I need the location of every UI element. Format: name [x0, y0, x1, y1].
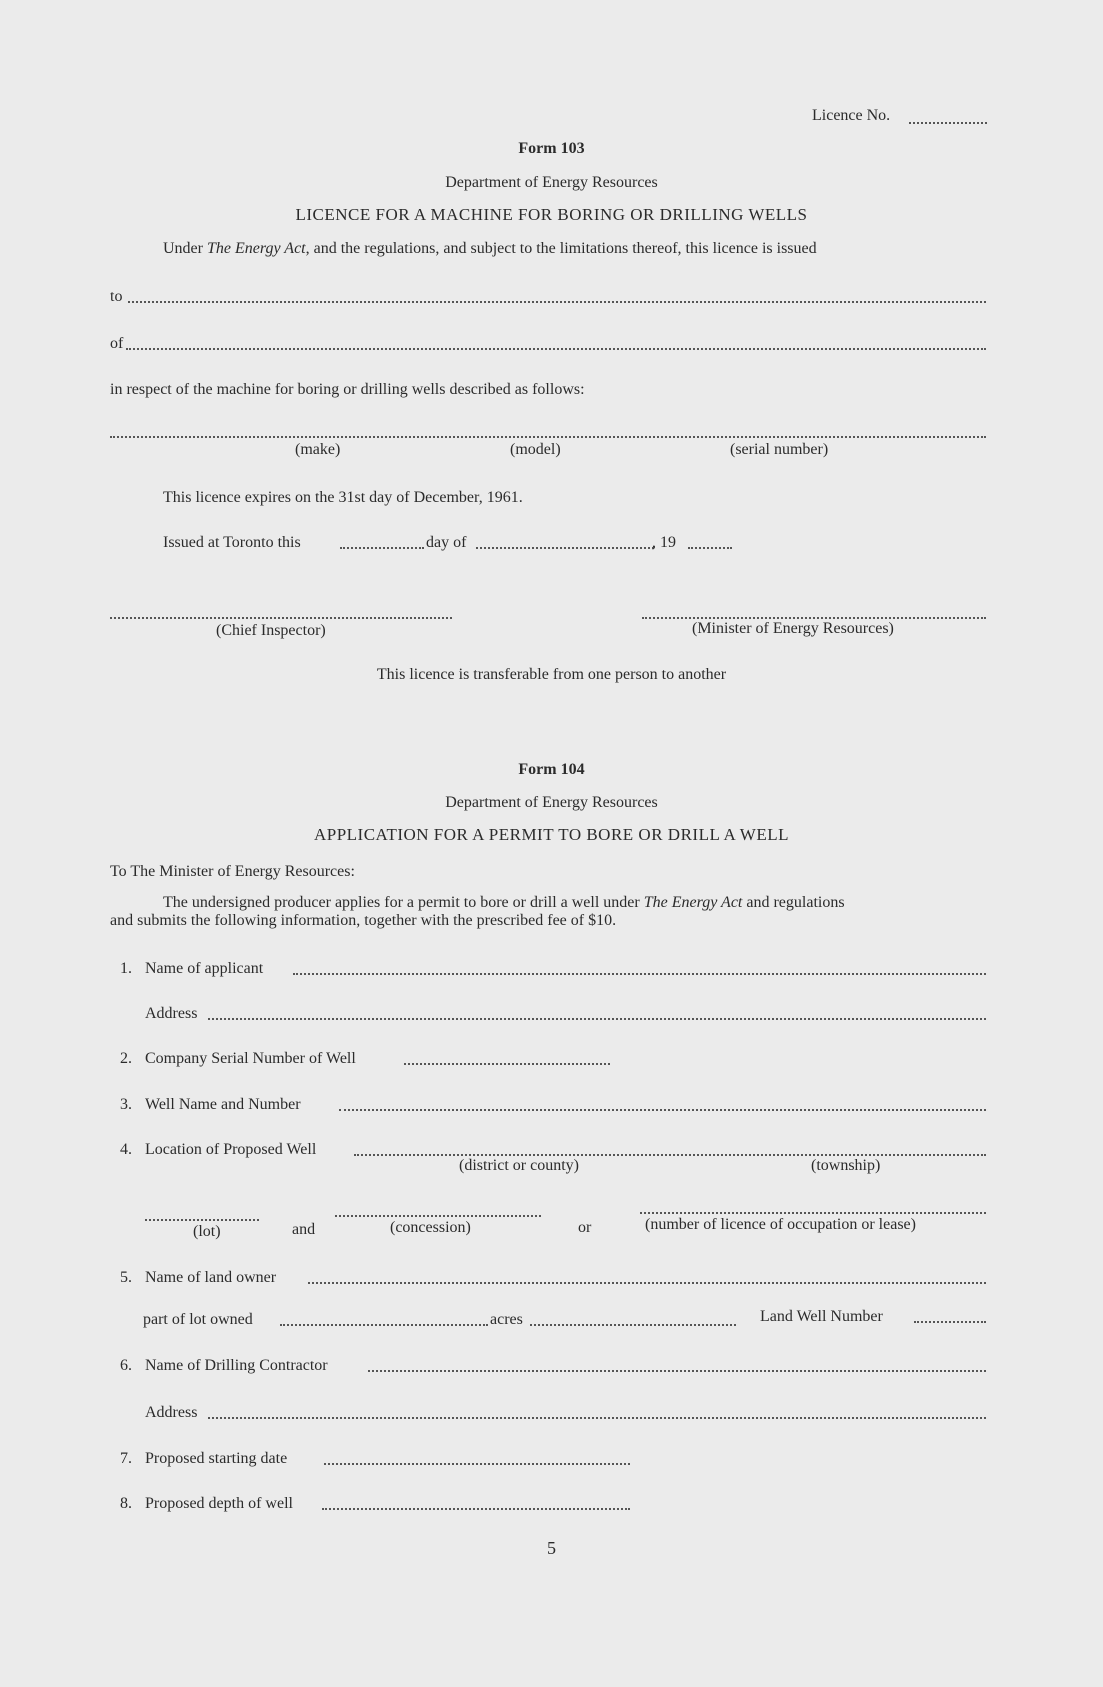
acres-label: acres — [490, 1311, 523, 1328]
contractor-address-label: Address — [145, 1404, 198, 1421]
issued-day-field[interactable] — [340, 547, 424, 549]
form104-heading: APPLICATION FOR A PERMIT TO BORE OR DRILL A WELL — [313, 825, 790, 844]
start-date-label: Proposed starting date — [145, 1450, 288, 1467]
item-8-number: 8. — [120, 1495, 132, 1512]
land-owner-label: Name of land owner — [145, 1269, 277, 1286]
issued-month-field[interactable] — [476, 547, 654, 549]
chief-inspector-label: (Chief Inspector) — [216, 622, 326, 639]
licensee-address-field[interactable] — [126, 348, 986, 350]
year-prefix-label: , 19 — [652, 534, 676, 551]
form103-heading: LICENCE FOR A MACHINE FOR BORING OR DRILLING WELLS — [295, 205, 808, 224]
concession-field[interactable] — [335, 1215, 541, 1217]
lot-field[interactable] — [145, 1219, 259, 1221]
model-label: (model) — [510, 441, 561, 458]
applicant-label: Name of applicant — [145, 960, 264, 977]
part-lot-field[interactable] — [280, 1324, 488, 1326]
item-1-number: 1. — [120, 960, 132, 977]
form104-intro-line2: and submits the following information, together with the prescribed fee of $10. — [110, 912, 617, 929]
issued-at-label: Issued at Toronto this — [163, 534, 301, 551]
lot-label: (lot) — [193, 1223, 221, 1240]
contractor-label: Name of Drilling Contractor — [145, 1357, 328, 1374]
well-name-field[interactable] — [339, 1109, 986, 1111]
day-of-label: day of — [426, 534, 467, 551]
form104-title: Form 104 — [518, 761, 585, 778]
start-date-field[interactable] — [324, 1463, 630, 1465]
item-7-number: 7. — [120, 1450, 132, 1467]
applicant-address-label: Address — [145, 1005, 198, 1022]
or-label: or — [578, 1219, 592, 1236]
depth-field[interactable] — [322, 1508, 630, 1510]
form103-department: Department of Energy Resources — [445, 174, 658, 191]
depth-label: Proposed depth of well — [145, 1495, 293, 1512]
township-label: (township) — [811, 1157, 881, 1174]
serial-number-field[interactable] — [404, 1063, 610, 1065]
item-6-number: 6. — [120, 1357, 132, 1374]
item-4-number: 4. — [120, 1141, 132, 1158]
transferable-note: This licence is transferable from one person to another — [376, 666, 727, 683]
licensee-name-field[interactable] — [128, 301, 986, 303]
item-5-number: 5. — [120, 1269, 132, 1286]
machine-description-field[interactable] — [110, 436, 986, 438]
part-lot-label: part of lot owned — [143, 1311, 253, 1328]
and-label: and — [292, 1221, 316, 1238]
form104-intro-line1: The undersigned producer applies for a permit to bore or drill a well under The Energy Act and regulations — [163, 894, 845, 911]
applicant-address-field[interactable] — [208, 1018, 986, 1020]
location-label: Location of Proposed Well — [145, 1141, 317, 1158]
make-label: (make) — [295, 441, 341, 458]
to-label: to — [110, 288, 123, 305]
location-field[interactable] — [354, 1154, 986, 1156]
land-well-label: Land Well Number — [760, 1308, 883, 1325]
issued-year-field[interactable] — [688, 547, 732, 549]
district-label: (district or county) — [459, 1157, 579, 1174]
concession-label: (concession) — [390, 1219, 471, 1236]
form104-department: Department of Energy Resources — [445, 794, 658, 811]
machine-intro: in respect of the machine for boring or drilling wells described as follows: — [110, 381, 585, 398]
licence-occupation-field[interactable] — [640, 1212, 986, 1214]
addressee: To The Minister of Energy Resources: — [110, 863, 355, 880]
chief-inspector-signature[interactable] — [110, 617, 452, 619]
expiry-text: This licence expires on the 31st day of December, 1961. — [163, 489, 523, 506]
page-number: 5 — [547, 1538, 556, 1558]
licence-occupation-label: (number of licence of occupation or lease) — [645, 1216, 916, 1233]
licence-no-field[interactable] — [909, 122, 987, 124]
form103-title: Form 103 — [518, 140, 585, 157]
serial-number-label-2: Company Serial Number of Well — [145, 1050, 356, 1067]
minister-label: (Minister of Energy Resources) — [692, 620, 894, 637]
licence-no-label: Licence No. — [812, 107, 891, 124]
acres-field[interactable] — [530, 1324, 736, 1326]
form103-intro: Under The Energy Act, and the regulations, and subject to the limitations thereof, this licence is issued — [163, 240, 817, 257]
well-name-label: Well Name and Number — [145, 1096, 301, 1113]
contractor-address-field[interactable] — [208, 1417, 986, 1419]
applicant-field[interactable] — [293, 973, 986, 975]
land-well-field[interactable] — [914, 1321, 986, 1323]
item-2-number: 2. — [120, 1050, 132, 1067]
serial-number-label: (serial number) — [730, 441, 829, 458]
contractor-field[interactable] — [368, 1370, 986, 1372]
land-owner-field[interactable] — [308, 1282, 986, 1284]
item-3-number: 3. — [120, 1096, 132, 1113]
of-label: of — [110, 335, 124, 352]
